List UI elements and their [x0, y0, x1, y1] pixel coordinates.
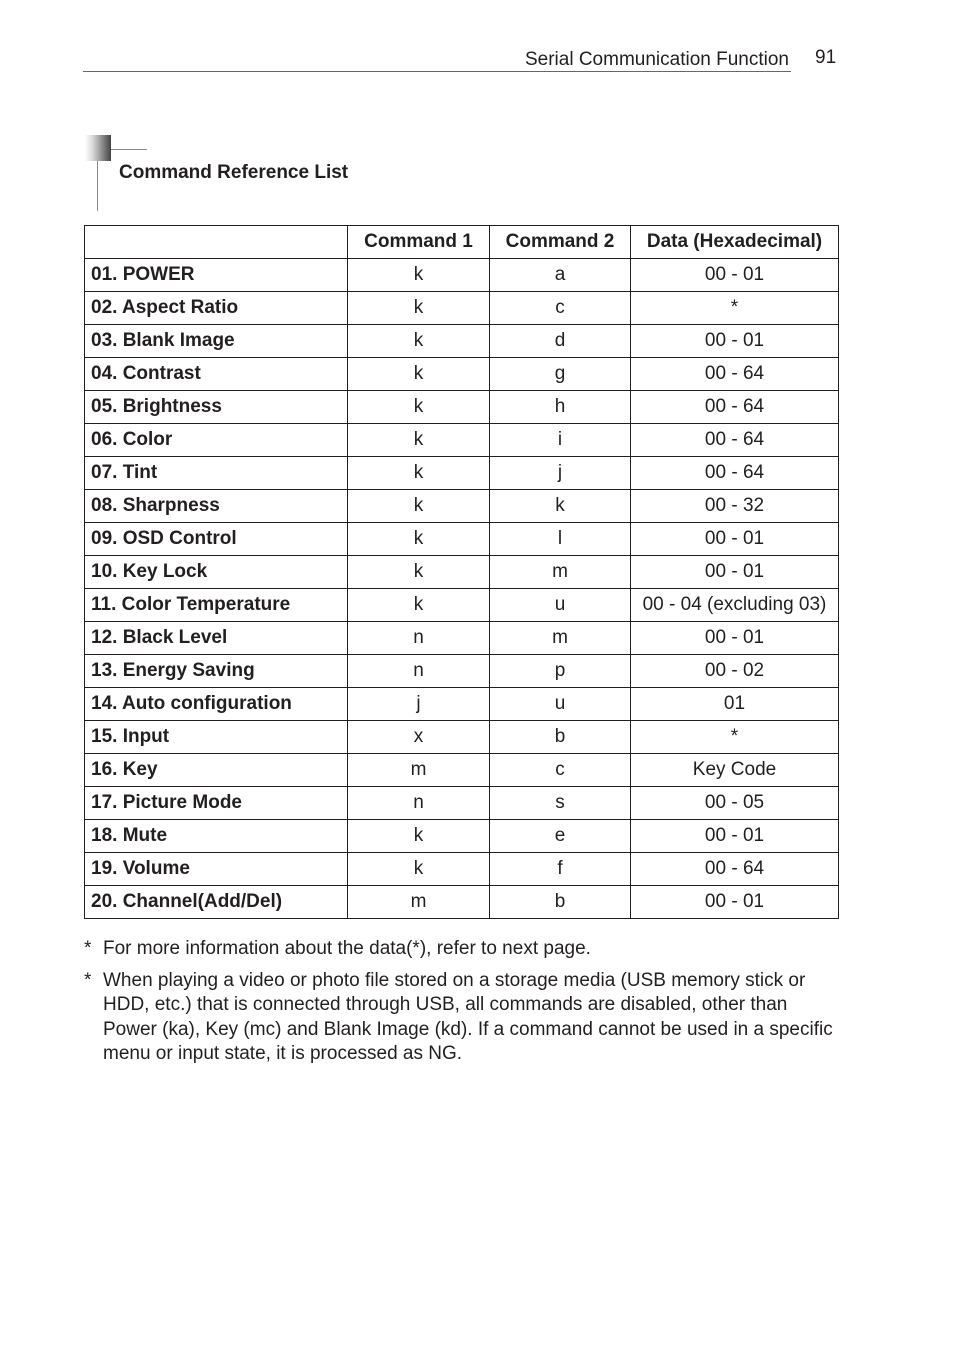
column-header: Data (Hexadecimal): [631, 226, 839, 259]
table-body: [85, 259, 839, 919]
command-name-cell: 17. Picture Mode: [85, 787, 348, 820]
command-name-cell: 08. Sharpness: [85, 490, 348, 523]
note-marker: *: [84, 969, 92, 991]
table-row: [85, 820, 839, 853]
command1-cell: k: [348, 457, 490, 490]
table-row: [85, 391, 839, 424]
header-rule: [83, 71, 791, 72]
table-row: [85, 523, 839, 556]
command1-cell: k: [348, 589, 490, 622]
data-cell: 00 - 04 (excluding 03): [631, 589, 839, 622]
command-name-cell: 20. Channel(Add/Del): [85, 886, 348, 919]
command1-cell: k: [348, 490, 490, 523]
command2-cell: b: [490, 721, 631, 754]
command1-cell: k: [348, 391, 490, 424]
command1-cell: k: [348, 424, 490, 457]
command1-cell: k: [348, 523, 490, 556]
page-number: 91: [815, 47, 837, 68]
command1-cell: k: [348, 853, 490, 886]
command1-cell: n: [348, 622, 490, 655]
command2-cell: m: [490, 556, 631, 589]
command2-cell: u: [490, 688, 631, 721]
table-row: [85, 754, 839, 787]
command2-cell: d: [490, 325, 631, 358]
command1-cell: k: [348, 259, 490, 292]
heading-rule-horizontal: [111, 149, 147, 150]
command1-cell: k: [348, 556, 490, 589]
table-row: [85, 424, 839, 457]
command2-cell: e: [490, 820, 631, 853]
data-cell: *: [631, 721, 839, 754]
heading-block: [85, 135, 385, 213]
command-name-cell: 02. Aspect Ratio: [85, 292, 348, 325]
table-row: [85, 556, 839, 589]
note-text: When playing a video or photo file stored on a storage media (USB memory stick or HDD, etc.) that is connected through USB, all commands are disabled, other than Power (ka), Key (mc) and Blank Image (kd). If a command cannot be used in a specific menu or input state, it is processed as NG.: [103, 969, 833, 1064]
data-cell: 00 - 02: [631, 655, 839, 688]
table-row: [85, 688, 839, 721]
command-name-cell: 04. Contrast: [85, 358, 348, 391]
command1-cell: k: [348, 292, 490, 325]
command-name-cell: 13. Energy Saving: [85, 655, 348, 688]
command2-cell: b: [490, 886, 631, 919]
table-row: [85, 721, 839, 754]
column-header: Command 2: [490, 226, 631, 259]
command-name-cell: 07. Tint: [85, 457, 348, 490]
heading-marker-icon: [85, 135, 111, 161]
data-cell: 00 - 64: [631, 424, 839, 457]
data-cell: 01: [631, 688, 839, 721]
data-cell: 00 - 01: [631, 622, 839, 655]
command1-cell: j: [348, 688, 490, 721]
data-cell: 00 - 32: [631, 490, 839, 523]
table-row: [85, 655, 839, 688]
table-row: [85, 622, 839, 655]
column-header: Command 1: [348, 226, 490, 259]
table-row: [85, 325, 839, 358]
command1-cell: k: [348, 820, 490, 853]
data-cell: 00 - 01: [631, 259, 839, 292]
command2-cell: k: [490, 490, 631, 523]
notes: [84, 937, 844, 1074]
heading-title: Command Reference List: [119, 162, 349, 183]
data-cell: *: [631, 292, 839, 325]
data-cell: 00 - 64: [631, 457, 839, 490]
column-header: [85, 226, 348, 259]
data-cell: 00 - 05: [631, 787, 839, 820]
command2-cell: i: [490, 424, 631, 457]
command-name-cell: 14. Auto configuration: [85, 688, 348, 721]
command-name-cell: 05. Brightness: [85, 391, 348, 424]
command-name-cell: 10. Key Lock: [85, 556, 348, 589]
command1-cell: m: [348, 886, 490, 919]
command1-cell: x: [348, 721, 490, 754]
command-name-cell: 16. Key: [85, 754, 348, 787]
command2-cell: l: [490, 523, 631, 556]
command2-cell: g: [490, 358, 631, 391]
table-row: [85, 787, 839, 820]
data-cell: 00 - 01: [631, 820, 839, 853]
command-table: [84, 225, 839, 919]
table-row: [85, 292, 839, 325]
note-marker: *: [84, 938, 92, 959]
command1-cell: k: [348, 325, 490, 358]
command1-cell: m: [348, 754, 490, 787]
table-row: [85, 490, 839, 523]
note-item: [84, 937, 844, 962]
command-name-cell: 19. Volume: [85, 853, 348, 886]
data-cell: 00 - 64: [631, 358, 839, 391]
command2-cell: c: [490, 754, 631, 787]
command2-cell: h: [490, 391, 631, 424]
command1-cell: k: [348, 358, 490, 391]
table-row: [85, 259, 839, 292]
note-text: For more information about the data(*), refer to next page.: [103, 938, 591, 959]
table-row: [85, 457, 839, 490]
data-cell: 00 - 01: [631, 325, 839, 358]
note-item: [84, 969, 844, 1067]
table-header-row: [85, 226, 839, 259]
table-row: [85, 886, 839, 919]
command1-cell: n: [348, 655, 490, 688]
command2-cell: a: [490, 259, 631, 292]
data-cell: 00 - 64: [631, 853, 839, 886]
heading-rule-vertical: [97, 161, 98, 211]
command1-cell: n: [348, 787, 490, 820]
data-cell: 00 - 64: [631, 391, 839, 424]
section-title: Serial Communication Function: [524, 49, 789, 70]
data-cell: Key Code: [631, 754, 839, 787]
command2-cell: f: [490, 853, 631, 886]
command2-cell: p: [490, 655, 631, 688]
command2-cell: c: [490, 292, 631, 325]
command-name-cell: 06. Color: [85, 424, 348, 457]
command-name-cell: 12. Black Level: [85, 622, 348, 655]
table-row: [85, 358, 839, 391]
command-name-cell: 03. Blank Image: [85, 325, 348, 358]
table-row: [85, 853, 839, 886]
command-name-cell: 01. POWER: [85, 259, 348, 292]
data-cell: 00 - 01: [631, 556, 839, 589]
command-name-cell: 11. Color Temperature: [85, 589, 348, 622]
command2-cell: s: [490, 787, 631, 820]
data-cell: 00 - 01: [631, 523, 839, 556]
command-name-cell: 15. Input: [85, 721, 348, 754]
command-name-cell: 18. Mute: [85, 820, 348, 853]
table-row: [85, 589, 839, 622]
command2-cell: j: [490, 457, 631, 490]
data-cell: 00 - 01: [631, 886, 839, 919]
command-name-cell: 09. OSD Control: [85, 523, 348, 556]
command2-cell: u: [490, 589, 631, 622]
command2-cell: m: [490, 622, 631, 655]
